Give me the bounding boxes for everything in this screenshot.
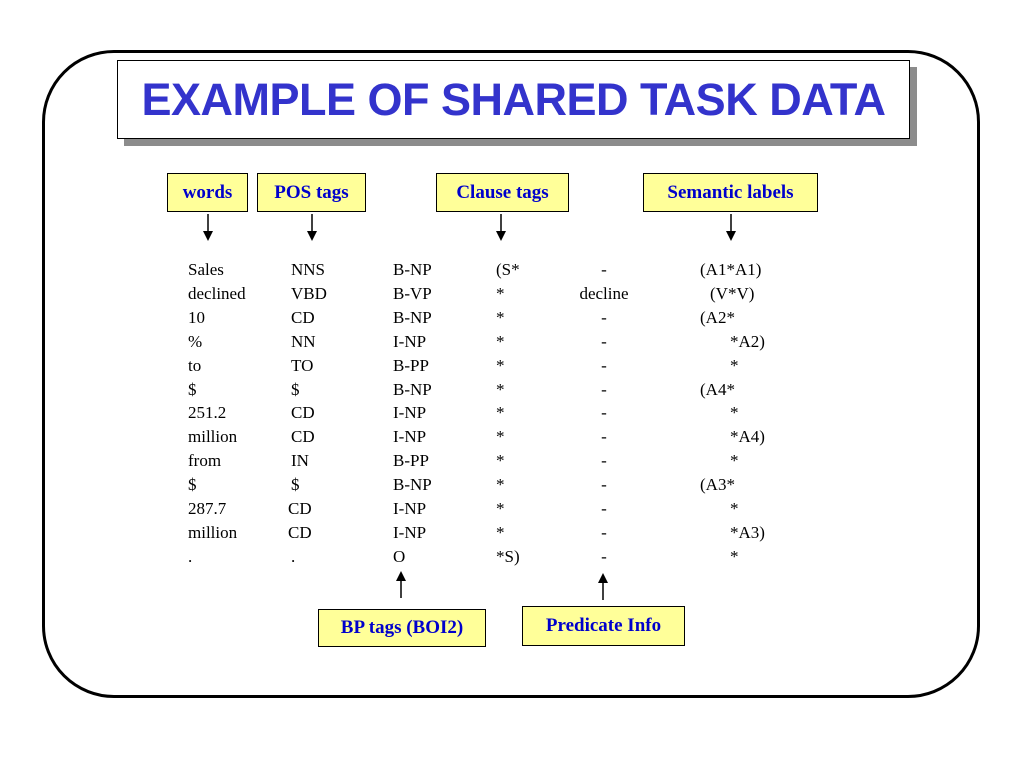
bp-cell: B-PP bbox=[393, 355, 429, 375]
slide-frame bbox=[42, 50, 980, 698]
bp-cell: B-VP bbox=[393, 283, 432, 303]
up-arrow-icon bbox=[395, 570, 407, 598]
predicate-cell: - bbox=[601, 331, 607, 351]
predicate-cell: - bbox=[601, 522, 607, 542]
word-cell: . bbox=[188, 546, 193, 566]
clause-cell: * bbox=[496, 522, 505, 542]
pos-cell: CD bbox=[291, 307, 315, 327]
predicate-cell: - bbox=[601, 355, 607, 375]
clause-cell: *S) bbox=[496, 546, 520, 566]
clause-cell: * bbox=[496, 355, 505, 375]
bp-cell: B-PP bbox=[393, 451, 429, 471]
predicate-cell: - bbox=[601, 379, 607, 399]
semantic-labels-label: Semantic labels bbox=[643, 173, 818, 212]
predicate-cell: - bbox=[601, 451, 607, 471]
down-arrow-icon bbox=[202, 214, 214, 242]
pos-cell: CD bbox=[288, 499, 312, 518]
pos-cell: . bbox=[291, 546, 296, 566]
down-arrow-icon bbox=[306, 214, 318, 242]
predicate-cell: - bbox=[601, 546, 607, 566]
down-arrow-icon bbox=[495, 214, 507, 242]
semantic-cell: (A1*A1) bbox=[700, 260, 762, 279]
clause-cell: (S* bbox=[496, 260, 520, 279]
word-cell: declined bbox=[188, 283, 246, 303]
predicate-cell: - bbox=[601, 427, 607, 447]
bp-cell: O bbox=[393, 546, 406, 566]
semantic-cell: * bbox=[730, 451, 739, 471]
semantic-cell: * bbox=[730, 546, 739, 566]
bp-cell: I-NP bbox=[393, 403, 427, 423]
semantic-cell: (A2* bbox=[700, 307, 735, 327]
pos-cell: NN bbox=[291, 331, 316, 351]
pos-cell: $ bbox=[291, 379, 300, 399]
word-cell: 251.2 bbox=[188, 403, 227, 423]
word-cell: Sales bbox=[188, 260, 224, 279]
predicate-cell: decline bbox=[579, 283, 629, 303]
bp-tags-label: BP tags (BOI2) bbox=[318, 609, 486, 647]
word-cell: 287.7 bbox=[188, 499, 227, 518]
pos-cell: CD bbox=[291, 403, 315, 423]
predicate-cell: - bbox=[601, 499, 607, 518]
bp-cell: I-NP bbox=[393, 499, 427, 518]
bp-cell: B-NP bbox=[393, 260, 432, 279]
bp-cell: I-NP bbox=[393, 331, 427, 351]
up-arrow-icon bbox=[597, 572, 609, 600]
bp-cell: I-NP bbox=[393, 522, 427, 542]
semantic-cell: *A4) bbox=[730, 427, 765, 447]
semantic-cell: *A2) bbox=[730, 331, 765, 351]
clause-cell: * bbox=[496, 379, 505, 399]
clause-cell: * bbox=[496, 403, 505, 423]
clause-cell: * bbox=[496, 427, 505, 447]
clause-cell: * bbox=[496, 475, 505, 495]
clause-cell: * bbox=[496, 451, 505, 471]
bp-cell: B-NP bbox=[393, 379, 432, 399]
semantic-cell: *A3) bbox=[730, 522, 765, 542]
semantic-cell: * bbox=[730, 355, 739, 375]
word-cell: $ bbox=[188, 379, 197, 399]
pos-cell: CD bbox=[288, 522, 312, 542]
pos-cell: CD bbox=[291, 427, 315, 447]
bp-cell: B-NP bbox=[393, 475, 432, 495]
clause-tags-label: Clause tags bbox=[436, 173, 569, 212]
semantic-cell: (A3* bbox=[700, 475, 735, 495]
word-cell: million bbox=[188, 522, 238, 542]
pos-cell: $ bbox=[291, 475, 300, 495]
pos-cell: NNS bbox=[291, 260, 326, 279]
clause-cell: * bbox=[496, 331, 505, 351]
word-cell: to bbox=[188, 355, 202, 375]
pos-cell: TO bbox=[291, 355, 314, 375]
semantic-cell: (A4* bbox=[700, 379, 735, 399]
words-label: words bbox=[167, 173, 248, 212]
predicate-cell: - bbox=[601, 307, 607, 327]
semantic-cell: * bbox=[730, 499, 739, 518]
title-box bbox=[117, 60, 910, 139]
word-cell: from bbox=[188, 451, 222, 471]
bp-cell: I-NP bbox=[393, 427, 427, 447]
word-cell: % bbox=[188, 331, 203, 351]
word-cell: $ bbox=[188, 475, 197, 495]
semantic-cell: * bbox=[730, 403, 739, 423]
predicate-cell: - bbox=[601, 260, 607, 279]
pos-tags-label: POS tags bbox=[257, 173, 366, 212]
bp-cell: B-NP bbox=[393, 307, 432, 327]
down-arrow-icon bbox=[725, 214, 737, 242]
word-cell: 10 bbox=[188, 307, 205, 327]
clause-cell: * bbox=[496, 283, 505, 303]
clause-cell: * bbox=[496, 307, 505, 327]
pos-cell: IN bbox=[291, 451, 309, 471]
word-cell: million bbox=[188, 427, 238, 447]
predicate-cell: - bbox=[601, 475, 607, 495]
pos-cell: VBD bbox=[291, 283, 327, 303]
clause-cell: * bbox=[496, 499, 505, 518]
semantic-cell: (V*V) bbox=[710, 283, 755, 303]
slide-title: EXAMPLE OF SHARED TASK DATA bbox=[141, 73, 886, 125]
predicate-cell: - bbox=[601, 403, 607, 423]
predicate-info-label: Predicate Info bbox=[522, 606, 685, 646]
